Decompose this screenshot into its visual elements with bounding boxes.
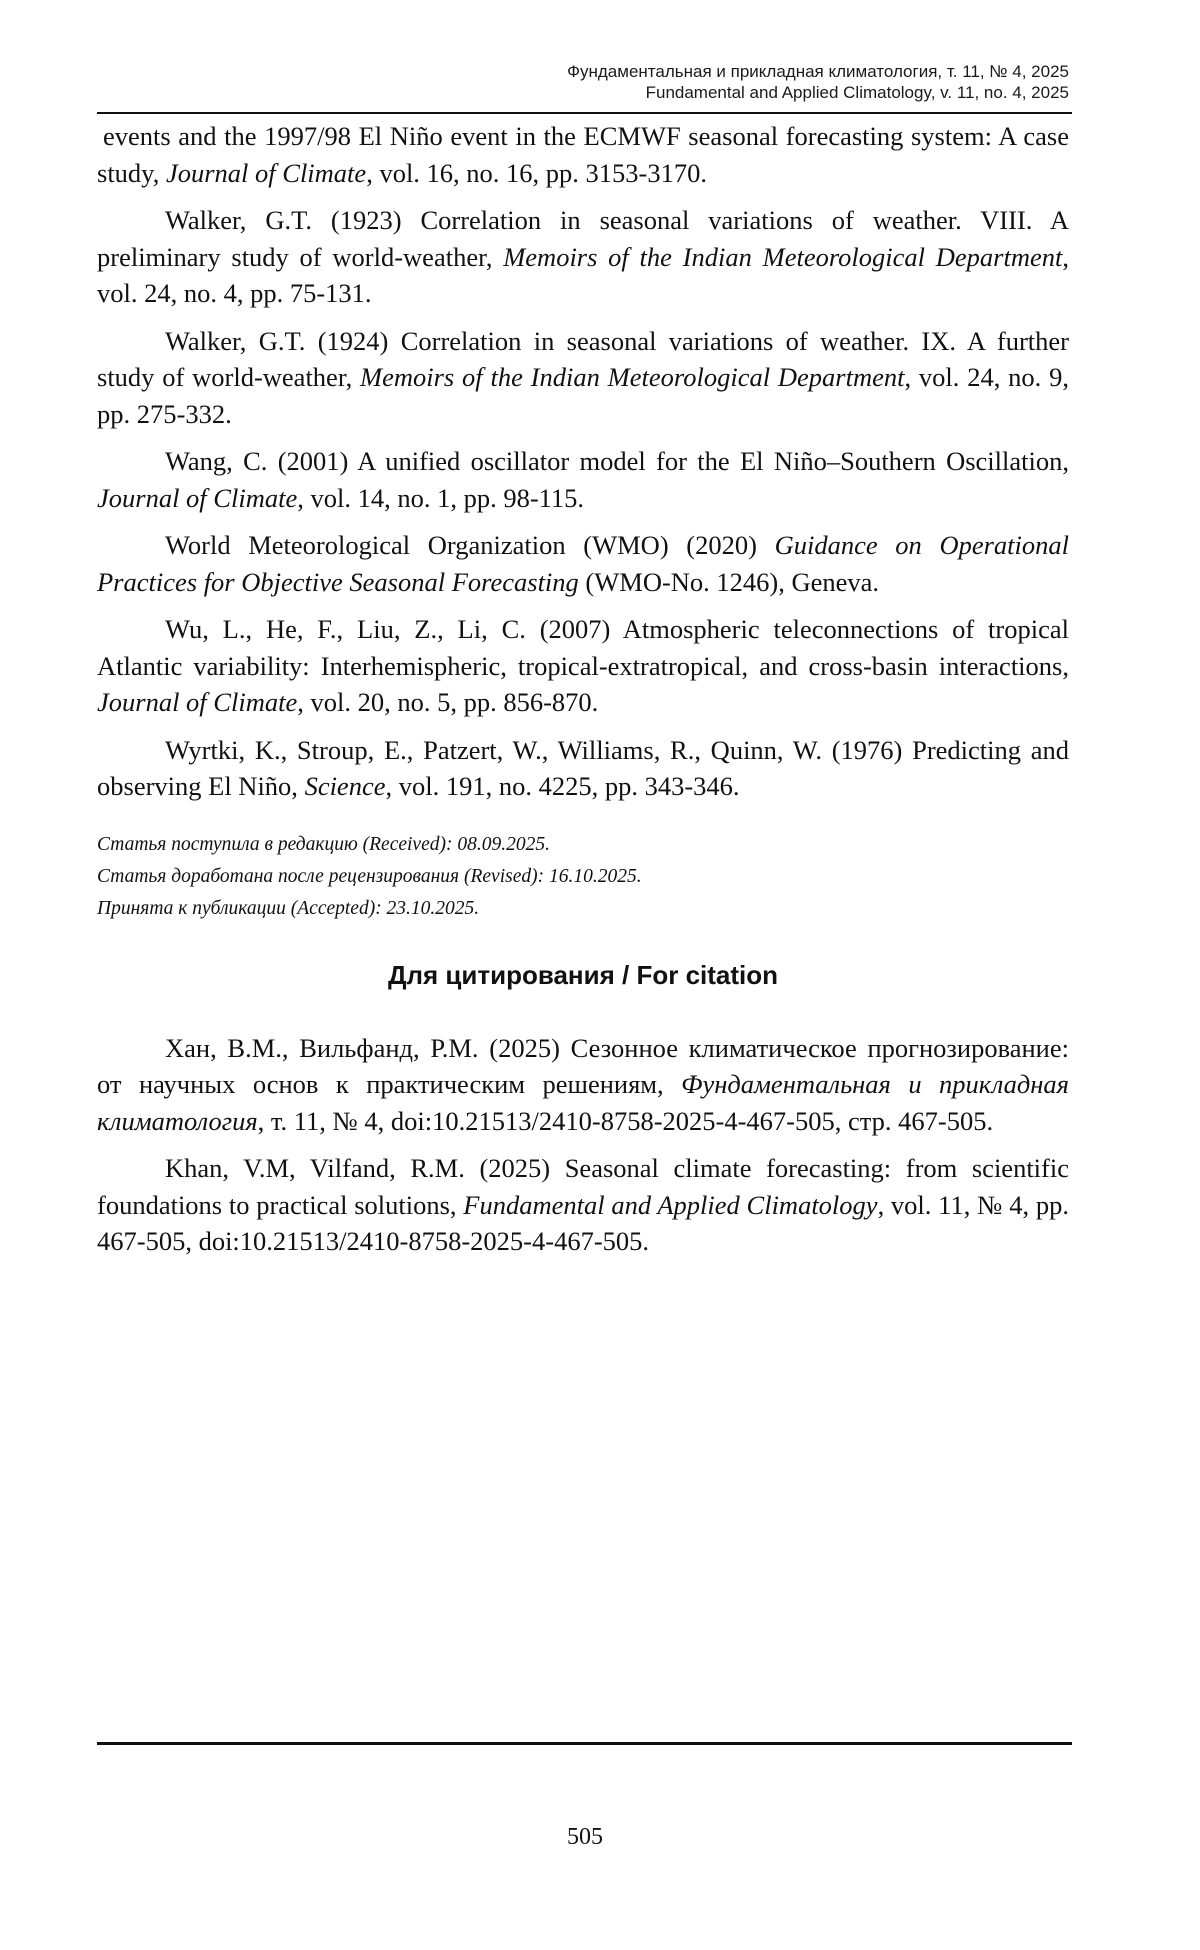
citation-heading: Для цитирования / For citation: [387, 959, 779, 990]
footer-divider: [97, 1742, 1072, 1745]
citation-en: Khan, V.M, Vilfand, R.M. (2025) Seasonal climate forecasting: from scientific foundations to practical solutions, Fundamental and Applied Climatology, vol. 11, № 4, pp. 467-505, doi:10.21513/2410-8758-2025-4-467-505.: [97, 1153, 1069, 1256]
reference-item: Walker, G.T. (1924) Correlation in seasonal variations of weather. IX. A further study of world-weather, Memoirs of the Indian Meteorological Department, vol. 24, no. 9, pp. 275-332.: [97, 325, 1069, 429]
running-header-ru: Фундаментальная и прикладная климатология, т. 11, № 4, 2025: [567, 62, 1069, 81]
reference-item: events and the 1997/98 El Niño event in the ECMWF seasonal forecasting system: A case study, Journal of Climate, vol. 16, no. 16, pp. 3153-3170.: [97, 121, 1069, 188]
running-header-en: Fundamental and Applied Climatology, v. 11, no. 4, 2025: [645, 83, 1069, 102]
page-content: [97, 118, 1069, 1271]
reference-item: Wang, C. (2001) A unified oscillator model for the El Niño–Southern Oscillation, Journal of Climate, vol. 14, no. 1, pp. 98-115.: [97, 446, 1069, 513]
reference-item: Wyrtki, K., Stroup, E., Patzert, W., Williams, R., Quinn, W. (1976) Predicting and observing El Niño, Science, vol. 191, no. 4225, pp. 343-346.: [97, 734, 1069, 801]
reference-list: [97, 118, 1069, 805]
revised-date: Статья доработана после рецензирования (Revised): 16.10.2025.: [97, 865, 642, 887]
received-date: Статья поступила в редакцию (Received): 08.09.2025.: [97, 833, 550, 855]
running-header: [97, 61, 1069, 103]
accepted-date: Принята к публикации (Accepted): 23.10.2025.: [97, 897, 480, 919]
reference-item: World Meteorological Organization (WMO) (2020) Guidance on Operational Practices for Objective Seasonal Forecasting (WMO-No. 1246), Geneva.: [97, 530, 1069, 597]
reference-item: Wu, L., He, F., Liu, Z., Li, C. (2007) Atmospheric teleconnections of tropical Atlantic variability: Interhemispheric, tropical-extratropical, and cross-basin interactions, Journal of Climate, vol. 20, no. 5, pp. 856-870.: [97, 614, 1069, 717]
page-number: 505: [567, 1824, 603, 1850]
article-dates: [97, 829, 1069, 925]
header-divider: [97, 112, 1072, 114]
citation-ru: Хан, В.М., Вильфанд, Р.М. (2025) Сезонное климатическое прогнозирование: от научных основ к практическим решениям, Фундаментальная и прикладная климатология, т. 11, № 4, doi:10.21513/2410-8758-2025-4-467-505, стр. 467-505.: [97, 1032, 1069, 1136]
reference-item: Walker, G.T. (1923) Correlation in seasonal variations of weather. VIII. A preliminary study of world-weather, Memoirs of the Indian Meteorological Department, vol. 24, no. 4, pp. 75-131.: [97, 205, 1069, 308]
